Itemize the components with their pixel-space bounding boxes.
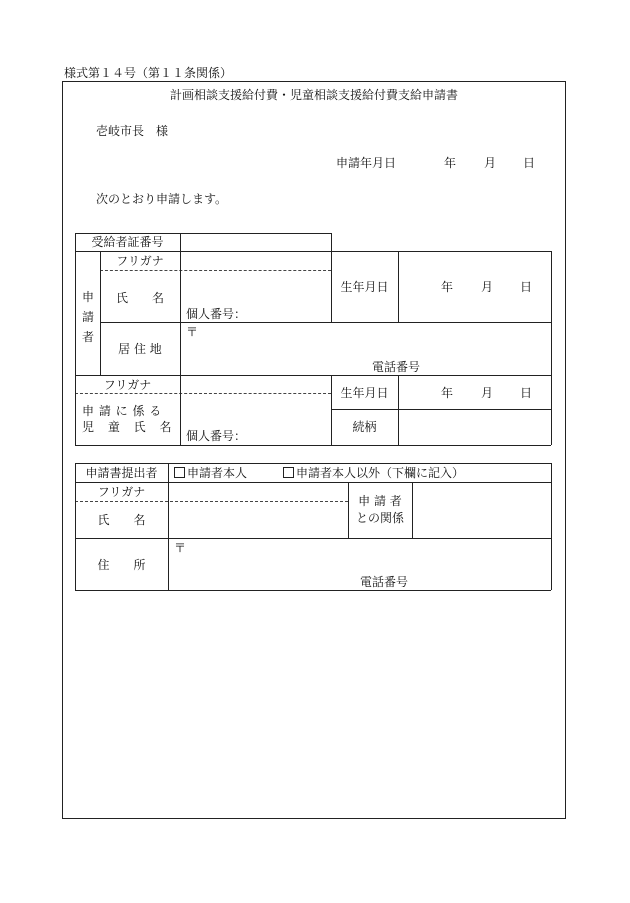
applicant-personal-number-label: 個人番号：	[186, 307, 247, 321]
child-relationship-label: 続柄	[352, 420, 377, 434]
intro-text: 次のとおり申請します。	[96, 192, 228, 206]
applicant-phone-label: 電話番号	[372, 360, 421, 374]
application-year-label: 年	[444, 156, 457, 170]
certificate-number-field[interactable]	[182, 235, 329, 250]
addressee: 壱岐市長 様	[96, 124, 169, 138]
child-birth-month-label: 月	[481, 386, 494, 400]
child-name-label-line1: 申 請 に 係 る	[82, 404, 162, 418]
submitter-phone-label: 電話番号	[360, 575, 409, 589]
submitter-option-other[interactable]	[283, 466, 464, 480]
applicant-address-label: 居 住 地	[118, 342, 162, 356]
submitter-postal-mark: 〒	[174, 541, 187, 555]
submitter-furigana-label: フリガナ	[97, 485, 146, 499]
applicant-furigana-field[interactable]	[182, 253, 329, 269]
applicant-postal-mark: 〒	[186, 325, 199, 339]
child-relationship-field[interactable]	[400, 411, 549, 444]
submitter-relation-field[interactable]	[414, 484, 549, 537]
applicant-section-label: 申 請 者	[81, 290, 94, 344]
child-furigana-label: フリガナ	[103, 378, 152, 392]
option-other-text: 申請者本人以外（下欄に記入）	[296, 466, 465, 480]
child-birth-date-label: 生年月日	[340, 386, 389, 400]
form-number: 様式第１４号（第１１条関係）	[64, 66, 233, 80]
applicant-furigana-label: フリガナ	[116, 254, 164, 268]
form-title: 計画相談支援給付費・児童相談支援給付費支給申請書	[169, 88, 458, 102]
applicant-birth-year-label: 年	[441, 280, 454, 294]
application-month-label: 月	[484, 156, 497, 170]
child-birth-day-label: 日	[520, 386, 533, 400]
applicant-name-label: 氏 名	[115, 291, 164, 305]
submitter-address-label: 住 所	[97, 558, 146, 572]
checkbox-other[interactable]	[283, 467, 294, 478]
application-day-label: 日	[523, 156, 536, 170]
child-name-label-line2: 児 童 氏 名	[82, 420, 172, 434]
applicant-birth-date-label: 生年月日	[340, 280, 389, 294]
applicant-address-field[interactable]	[182, 324, 549, 374]
applicant-birth-day-label: 日	[520, 280, 533, 294]
checkbox-self[interactable]	[174, 467, 185, 478]
submitter-option-self[interactable]	[174, 466, 247, 480]
option-self-text: 申請者本人	[187, 466, 248, 480]
submitter-relation-label-line1: 申 請 者	[358, 494, 402, 508]
application-date-label: 申請年月日	[336, 156, 397, 170]
submitter-label: 申請書提出者	[85, 466, 158, 480]
child-birth-year-label: 年	[441, 386, 454, 400]
submitter-furigana-field[interactable]	[170, 484, 346, 500]
child-personal-number-label: 個人番号：	[186, 429, 247, 443]
child-furigana-field[interactable]	[182, 377, 329, 392]
submitter-name-label: 氏 名	[97, 513, 146, 527]
certificate-number-label: 受給者証番号	[91, 235, 164, 249]
submitter-relation-label-line2: との関係	[355, 511, 404, 525]
submitter-name-field[interactable]	[170, 503, 346, 537]
applicant-birth-month-label: 月	[481, 280, 494, 294]
